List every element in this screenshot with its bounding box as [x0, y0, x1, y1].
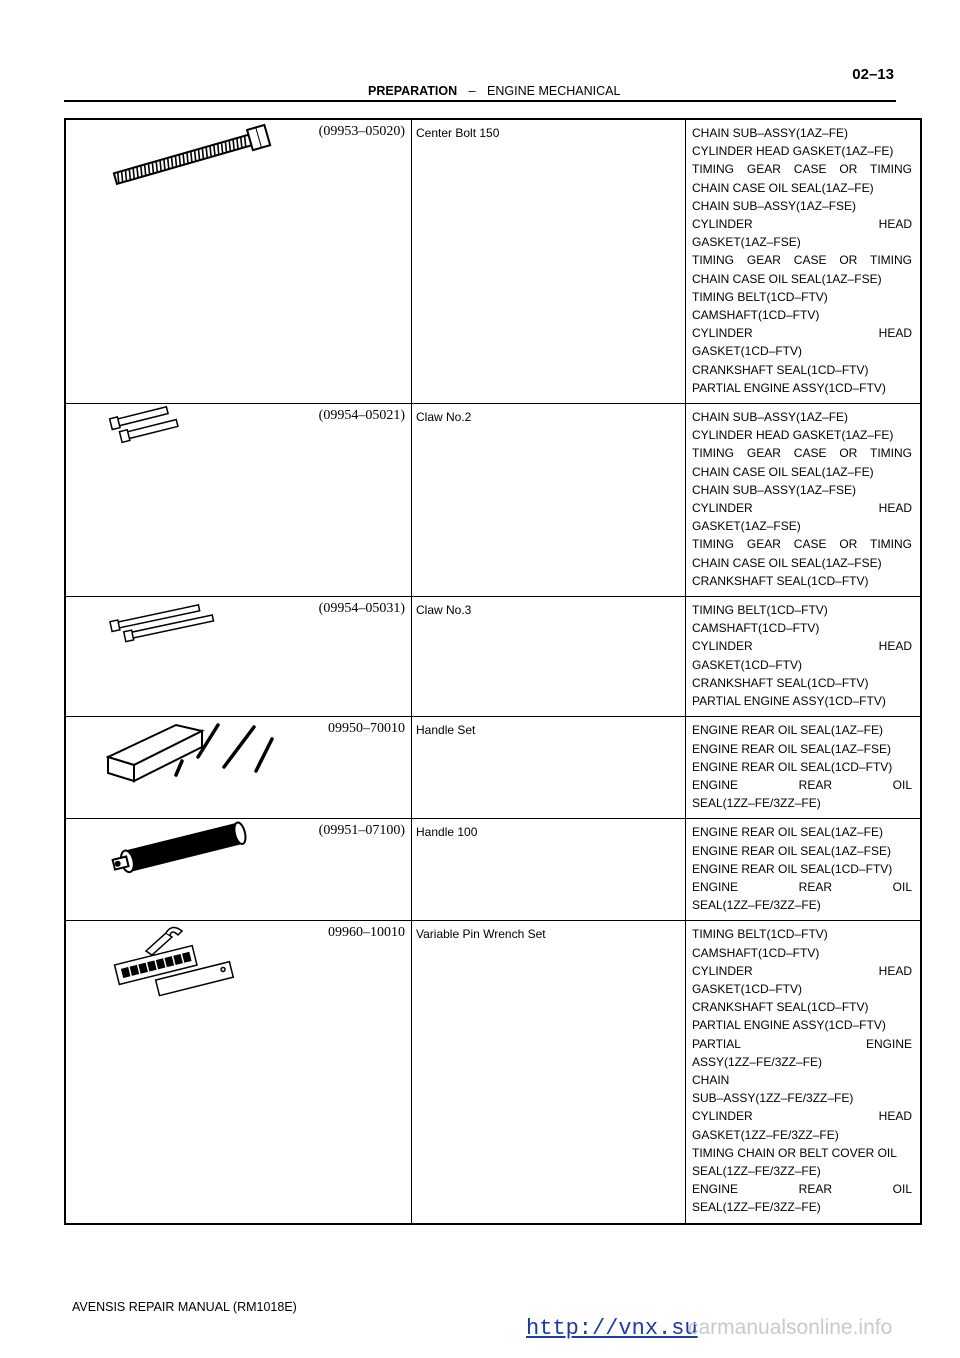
tool-illustration-cell: [65, 921, 412, 1224]
tool-row: [65, 119, 921, 404]
page-header: [64, 60, 896, 100]
usage-line: ENGINE REAR OIL: [692, 1182, 912, 1197]
usage-line: TIMING BELT(1CD–FTV): [692, 603, 828, 618]
usage-line: PARTIAL ENGINE: [692, 1036, 912, 1051]
tool-illustration-cell: [65, 717, 412, 819]
tool-name: Claw No.3: [412, 597, 686, 717]
tool-usage-cell: [686, 597, 922, 717]
section-bold: PREPARATION: [368, 84, 458, 98]
header-rule: [64, 100, 896, 102]
usage-line: TIMING CHAIN OR BELT COVER OIL: [692, 1145, 897, 1160]
usage-line: CAMSHAFT(1CD–FTV): [692, 945, 820, 960]
usage-line: CAMSHAFT(1CD–FTV): [692, 308, 820, 323]
usage-line: CRANKSHAFT SEAL(1CD–FTV): [692, 573, 869, 588]
usage-line: ENGINE REAR OIL: [692, 777, 912, 792]
tool-row: [65, 921, 921, 1224]
claw-no3-illustration: [106, 597, 216, 652]
usage-line: ENGINE REAR OIL: [692, 879, 912, 894]
part-number: (09951–07100): [318, 823, 405, 839]
usage-line: PARTIAL ENGINE ASSY(1CD–FTV): [692, 1018, 886, 1033]
tool-illustration-cell: [65, 819, 412, 921]
usage-line: CHAIN CASE OIL SEAL(1AZ–FSE): [692, 555, 882, 570]
footer-link[interactable]: http://vnx.su: [526, 1316, 698, 1341]
tool-name: Claw No.2: [412, 404, 686, 597]
usage-line: ENGINE REAR OIL SEAL(1AZ–FSE): [692, 843, 891, 858]
usage-line: CHAIN: [692, 1072, 730, 1087]
usage-line: CYLINDER HEAD: [692, 963, 912, 978]
tool-row: [65, 717, 921, 819]
usage-line: CRANKSHAFT SEAL(1CD–FTV): [692, 1000, 869, 1015]
tool-illustration-cell: [65, 119, 412, 404]
tool-row: [65, 819, 921, 921]
usage-line: TIMING BELT(1CD–FTV): [692, 927, 828, 942]
usage-line: SEAL(1ZZ–FE/3ZZ–FE): [692, 1200, 821, 1215]
usage-line: TIMING BELT(1CD–FTV): [692, 289, 828, 304]
usage-line: CAMSHAFT(1CD–FTV): [692, 621, 820, 636]
usage-line: GASKET(1CD–FTV): [692, 344, 803, 359]
usage-line: SEAL(1ZZ–FE/3ZZ–FE): [692, 1163, 821, 1178]
part-number: (09954–05021): [318, 408, 405, 424]
part-number: (09954–05031): [318, 601, 405, 617]
usage-line: ENGINE REAR OIL SEAL(1CD–FTV): [692, 861, 893, 876]
usage-line: CYLINDER HEAD GASKET(1AZ–FE): [692, 144, 894, 159]
usage-line: TIMING GEAR CASE OR TIMING: [692, 537, 912, 552]
usage-line: CYLINDER HEAD GASKET(1AZ–FE): [692, 428, 894, 443]
tool-usage-cell: [686, 404, 922, 597]
usage-line: ENGINE REAR OIL SEAL(1AZ–FE): [692, 723, 883, 738]
usage-line: CYLINDER HEAD: [692, 501, 912, 516]
usage-line: GASKET(1CD–FTV): [692, 657, 803, 672]
usage-line: ENGINE REAR OIL SEAL(1AZ–FE): [692, 825, 883, 840]
usage-line: TIMING GEAR CASE OR TIMING: [692, 253, 912, 268]
usage-line: CHAIN CASE OIL SEAL(1AZ–FE): [692, 180, 874, 195]
usage-line: ENGINE REAR OIL SEAL(1AZ–FSE): [692, 741, 891, 756]
section-title: [368, 84, 620, 98]
usage-line: SEAL(1ZZ–FE/3ZZ–FE): [692, 898, 821, 913]
tool-name: Handle 100: [412, 819, 686, 921]
usage-line: CHAIN SUB–ASSY(1AZ–FE): [692, 126, 849, 140]
usage-line: TIMING GEAR CASE OR TIMING: [692, 446, 912, 461]
usage-line: CYLINDER HEAD: [692, 217, 912, 232]
usage-line: CHAIN SUB–ASSY(1AZ–FSE): [692, 482, 857, 497]
usage-line: SEAL(1ZZ–FE/3ZZ–FE): [692, 796, 821, 811]
tool-usage-cell: [686, 717, 922, 819]
usage-line: CHAIN SUB–ASSY(1AZ–FSE): [692, 198, 857, 213]
tools-table: [64, 118, 922, 1225]
usage-line: CHAIN SUB–ASSY(1AZ–FE): [692, 410, 849, 425]
usage-line: TIMING GEAR CASE OR TIMING: [692, 162, 912, 177]
section-dash: –: [468, 84, 476, 98]
usage-line: ASSY(1ZZ–FE/3ZZ–FE): [692, 1054, 823, 1069]
footer-watermark: carmanualsonline.info: [688, 1316, 893, 1339]
usage-line: GASKET(1ZZ–FE/3ZZ–FE): [692, 1127, 839, 1142]
usage-line: GASKET(1AZ–FSE): [692, 519, 801, 534]
section-rest: ENGINE MECHANICAL: [487, 84, 621, 98]
claw-no2-illustration: [106, 404, 196, 449]
usage-line: CHAIN CASE OIL SEAL(1AZ–FSE): [692, 271, 882, 286]
handle-100-illustration: [106, 819, 256, 884]
tool-name: Handle Set: [412, 717, 686, 819]
tools-table-body: [65, 119, 921, 1224]
page-number: 02–13: [852, 66, 894, 83]
usage-line: GASKET(1CD–FTV): [692, 981, 803, 996]
usage-line: CYLINDER HEAD: [692, 326, 912, 341]
usage-line: ENGINE REAR OIL SEAL(1CD–FTV): [692, 759, 893, 774]
tool-illustration-cell: [65, 404, 412, 597]
usage-line: CRANKSHAFT SEAL(1CD–FTV): [692, 362, 869, 377]
usage-line: CHAIN CASE OIL SEAL(1AZ–FE): [692, 464, 874, 479]
tool-name: Center Bolt 150: [412, 119, 686, 404]
tool-illustration-cell: [65, 597, 412, 717]
usage-line: GASKET(1AZ–FSE): [692, 235, 801, 250]
tool-usage-cell: [686, 119, 922, 404]
tool-usage-cell: [686, 921, 922, 1224]
usage-line: SUB–ASSY(1ZZ–FE/3ZZ–FE): [692, 1091, 854, 1106]
footer-manual: AVENSIS REPAIR MANUAL (RM1018E): [72, 1300, 297, 1314]
part-number: 09950–70010: [328, 721, 405, 737]
tool-usage-cell: [686, 819, 922, 921]
usage-line: CYLINDER HEAD: [692, 639, 912, 654]
part-number: (09953–05020): [318, 124, 405, 139]
usage-line: PARTIAL ENGINE ASSY(1CD–FTV): [692, 694, 886, 709]
center-bolt-illustration: [106, 120, 286, 195]
tool-row: [65, 404, 921, 597]
tool-row: [65, 597, 921, 717]
tool-name: Variable Pin Wrench Set: [412, 921, 686, 1224]
part-number: 09960–10010: [328, 925, 405, 941]
usage-line: PARTIAL ENGINE ASSY(1CD–FTV): [692, 380, 886, 395]
usage-line: CYLINDER HEAD: [692, 1109, 912, 1124]
usage-line: CRANKSHAFT SEAL(1CD–FTV): [692, 675, 869, 690]
handle-set-illustration: [106, 717, 306, 792]
pin-wrench-set-illustration: [106, 921, 236, 1006]
